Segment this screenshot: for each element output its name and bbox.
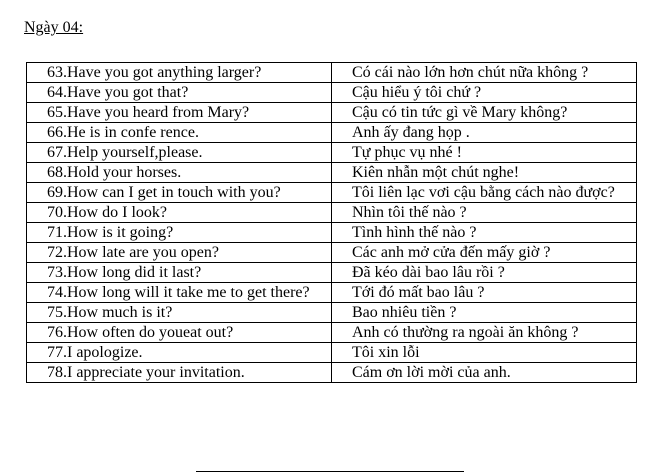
table-row	[27, 63, 637, 83]
vietnamese-translation-cell: Anh ấy đang họp .	[332, 123, 637, 143]
bottom-divider	[196, 471, 464, 472]
english-phrase-cell: 67.Help yourself,please.	[27, 143, 332, 163]
vietnamese-translation-cell: Tình hình thế nào ?	[332, 223, 637, 243]
english-phrase-cell: 65.Have you heard from Mary?	[27, 103, 332, 123]
english-phrase-cell: 63.Have you got anything larger?	[27, 63, 332, 83]
english-phrase-cell: 71.How is it going?	[27, 223, 332, 243]
table-row	[27, 223, 637, 243]
vietnamese-translation-cell: Cậu có tin tức gì về Mary không?	[332, 103, 637, 123]
vietnamese-translation-cell: Đã kéo dài bao lâu rồi ?	[332, 263, 637, 283]
english-phrase-cell: 64.Have you got that?	[27, 83, 332, 103]
phrase-table	[26, 62, 637, 383]
english-phrase-cell: 66.He is in confe rence.	[27, 123, 332, 143]
english-phrase-cell: 76.How often do youeat out?	[27, 323, 332, 343]
vietnamese-translation-cell: Có cái nào lớn hơn chút nữa không ?	[332, 63, 637, 83]
vietnamese-translation-cell: Tự phục vụ nhé !	[332, 143, 637, 163]
table-row	[27, 123, 637, 143]
table-row	[27, 183, 637, 203]
vietnamese-translation-cell: Anh có thường ra ngoài ăn không ?	[332, 323, 637, 343]
english-phrase-cell: 73.How long did it last?	[27, 263, 332, 283]
english-phrase-cell: 72.How late are you open?	[27, 243, 332, 263]
vietnamese-translation-cell: Cậu hiểu ý tôi chứ ?	[332, 83, 637, 103]
table-row	[27, 363, 637, 383]
page-title: Ngày 04:	[24, 19, 84, 36]
english-phrase-cell: 75.How much is it?	[27, 303, 332, 323]
english-phrase-cell: 74.How long will it take me to get there?	[27, 283, 332, 303]
vietnamese-translation-cell: Các anh mở cửa đến mấy giờ ?	[332, 243, 637, 263]
vietnamese-translation-cell: Tới đó mất bao lâu ?	[332, 283, 637, 303]
table-row	[27, 283, 637, 303]
table-row	[27, 243, 637, 263]
english-phrase-cell: 70.How do I look?	[27, 203, 332, 223]
table-row	[27, 163, 637, 183]
vietnamese-translation-cell: Tôi xin lỗi	[332, 343, 637, 363]
vietnamese-translation-cell: Kiên nhẫn một chút nghe!	[332, 163, 637, 183]
table-row	[27, 143, 637, 163]
vietnamese-translation-cell: Bao nhiêu tiền ?	[332, 303, 637, 323]
vietnamese-translation-cell: Cám ơn lời mời của anh.	[332, 363, 637, 383]
english-phrase-cell: 69.How can I get in touch with you?	[27, 183, 332, 203]
table-row	[27, 263, 637, 283]
table-row	[27, 103, 637, 123]
table-row	[27, 203, 637, 223]
table-row	[27, 323, 637, 343]
english-phrase-cell: 78.I appreciate your invitation.	[27, 363, 332, 383]
english-phrase-cell: 68.Hold your horses.	[27, 163, 332, 183]
vietnamese-translation-cell: Tôi liên lạc vơi cậu bằng cách nào được?	[332, 183, 637, 203]
english-phrase-cell: 77.I apologize.	[27, 343, 332, 363]
vietnamese-translation-cell: Nhìn tôi thế nào ?	[332, 203, 637, 223]
table-row	[27, 303, 637, 323]
table-row	[27, 343, 637, 363]
table-row	[27, 83, 637, 103]
